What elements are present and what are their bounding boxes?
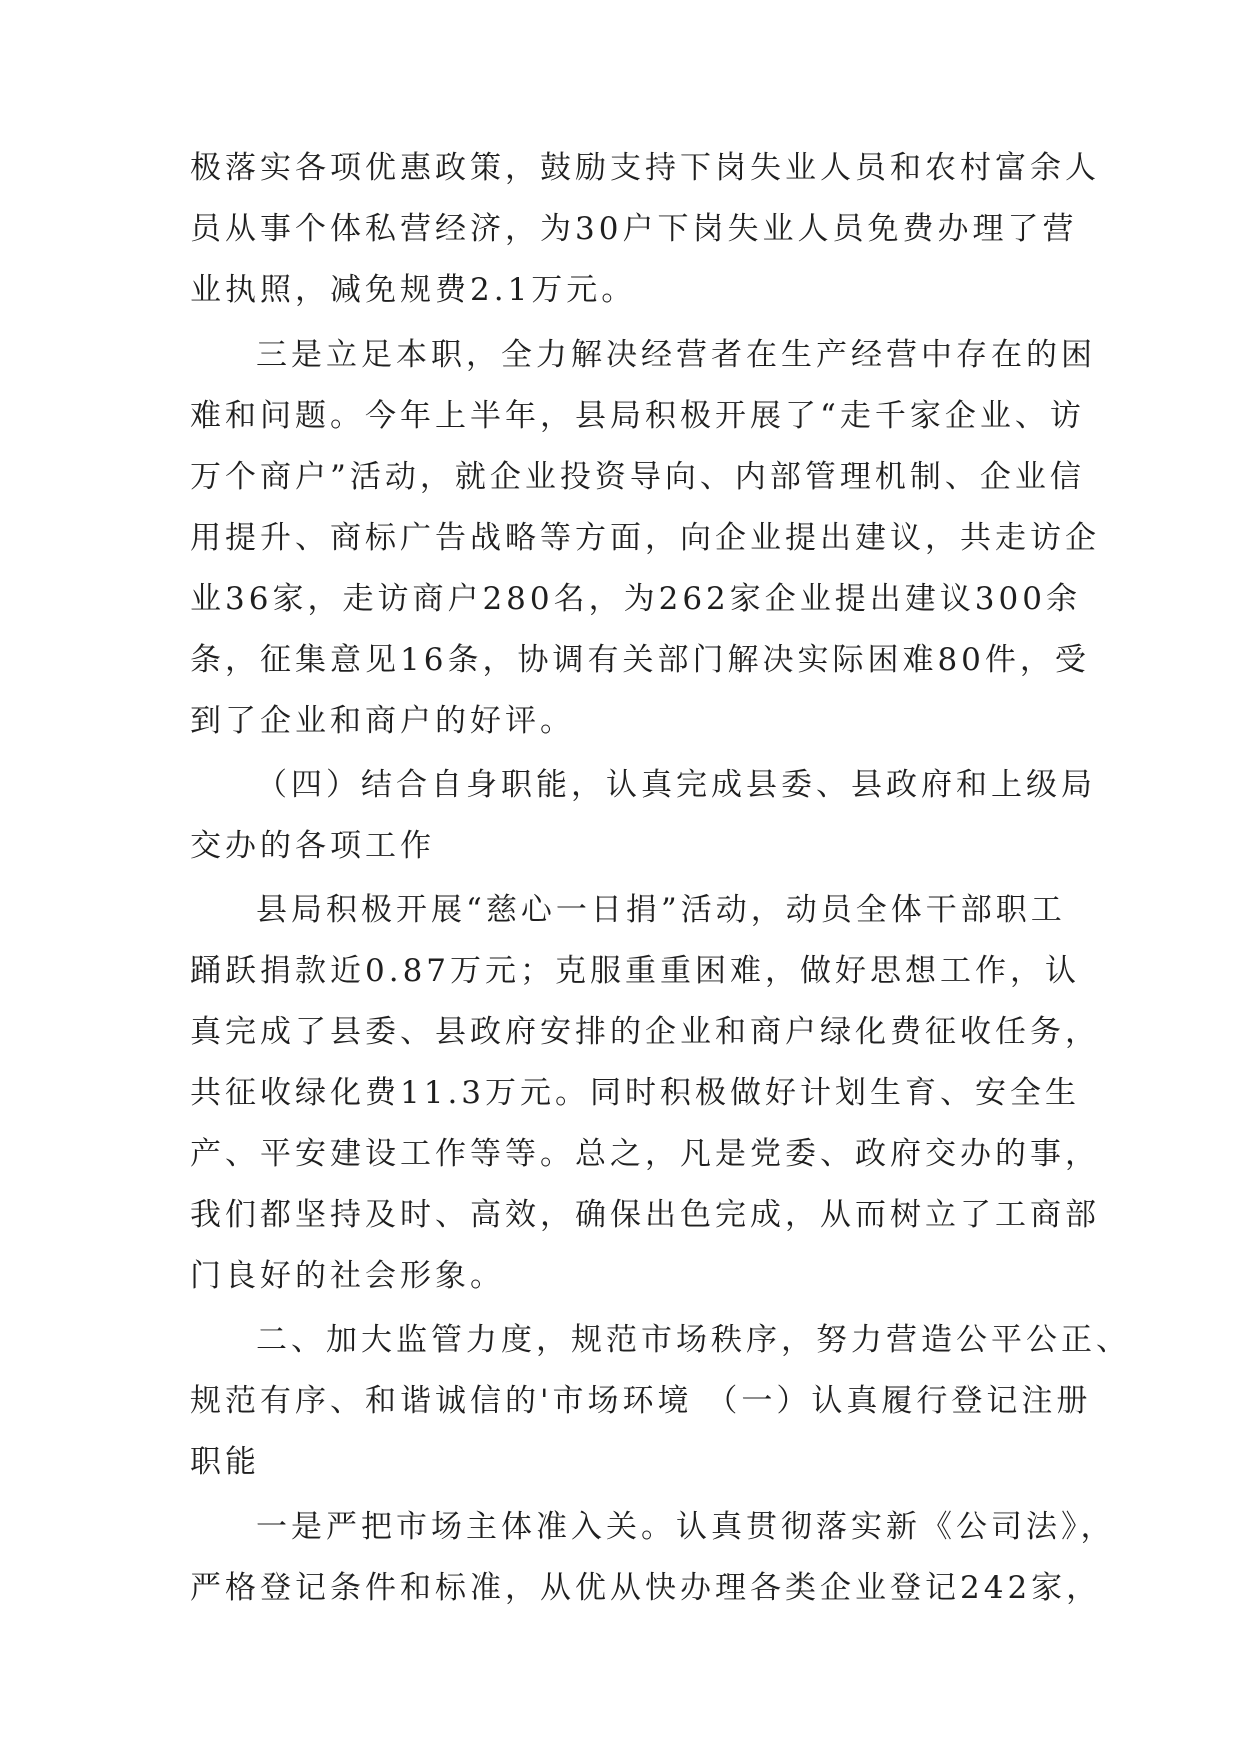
text-line: 用提升、商标广告战略等方面，向企业提出建议，共走访企 xyxy=(190,520,1100,556)
text-line: 极落实各项优惠政策，鼓励支持下岗失业人员和农村富余人 xyxy=(190,150,1100,186)
text-line: 员从事个体私营经济，为30户下岗失业人员免费办理了营 xyxy=(190,211,1078,247)
section-heading-line: 二、加大监管力度，规范市场秩序，努力营造公平公正、 xyxy=(256,1322,1131,1358)
text-line: 共征收绿化费11.3万元。同时积极做好计划生育、安全生 xyxy=(190,1075,1081,1111)
text-line: 我们都坚持及时、高效，确保出色完成，从而树立了工商部 xyxy=(190,1197,1100,1233)
text-line: 一是严把市场主体准入关。认真贯彻落实新《公司法》， xyxy=(256,1509,1116,1545)
text-line: 万个商户”活动，就企业投资导向、内部管理机制、企业信 xyxy=(190,459,1085,495)
text-line: 产、平安建设工作等等。总之，凡是党委、政府交办的事， xyxy=(190,1136,1100,1172)
text-line: 业执照，减免规费2.1万元。 xyxy=(190,272,637,308)
text-line: 门良好的社会形象。 xyxy=(190,1258,505,1294)
section-heading-line: 规范有序、和谐诚信的'市场环境 （一）认真履行登记注册 xyxy=(190,1383,1092,1419)
text-line: 难和问题。今年上半年，县局积极开展了“走千家企业、访 xyxy=(190,398,1085,434)
text-line: 三是立足本职，全力解决经营者在生产经营中存在的困 xyxy=(256,337,1096,373)
section-heading-line: （四）结合自身职能，认真完成县委、县政府和上级局 xyxy=(256,767,1096,803)
text-line: 县局积极开展“慈心一日捐”活动，动员全体干部职工 xyxy=(256,892,1066,928)
section-heading-line: 职能 xyxy=(190,1444,260,1480)
text-line: 严格登记条件和标准，从优从快办理各类企业登记242家， xyxy=(190,1570,1102,1606)
text-line: 业36家，走访商户280名，为262家企业提出建议300余 xyxy=(190,581,1081,617)
text-line: 到了企业和商户的好评。 xyxy=(190,703,575,739)
section-heading-line: 交办的各项工作 xyxy=(190,828,435,864)
text-line: 真完成了县委、县政府安排的企业和商户绿化费征收任务， xyxy=(190,1014,1100,1050)
text-line: 条，征集意见16条，协调有关部门解决实际困难80件，受 xyxy=(190,642,1090,678)
text-line: 踊跃捐款近0.87万元；克服重重困难，做好思想工作，认 xyxy=(190,953,1081,989)
